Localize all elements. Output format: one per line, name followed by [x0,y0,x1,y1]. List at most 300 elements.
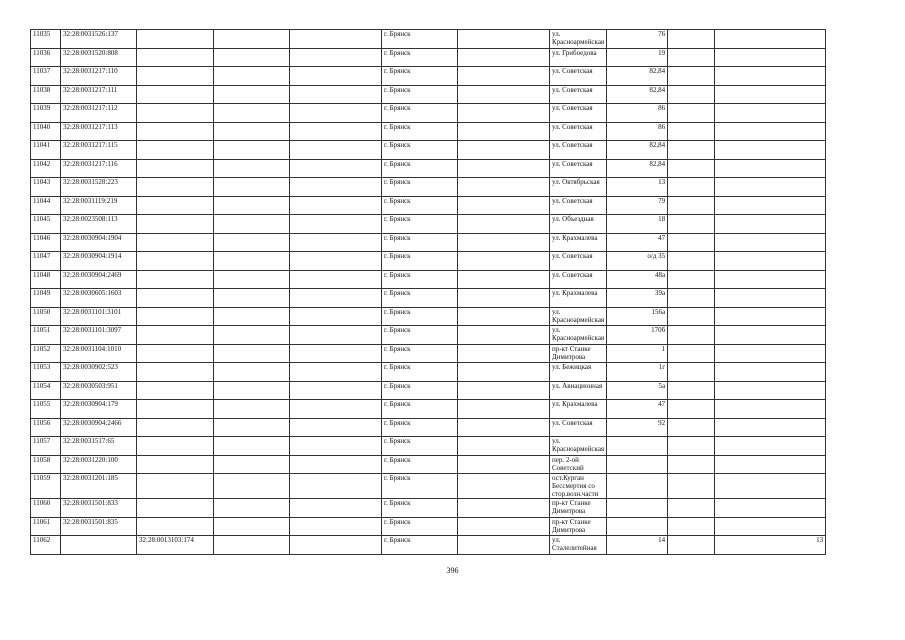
cell-city: г. Брянск [382,344,458,363]
cell-number: 11061 [31,517,61,536]
cell-empty [668,307,715,326]
cell-cadastral-number [61,536,137,555]
cell-street: пр-кт Станке Димитрова [550,499,607,518]
cell-extra [715,196,826,215]
table-row [31,196,826,215]
cell-empty [214,270,290,289]
cell-empty [668,437,715,456]
cell-cadastral-number: 32:28:0031501:833 [61,499,137,518]
cell-house: 82,84 [607,141,668,160]
cell-empty [458,381,550,400]
cell-street: ост.Курган Бессмертия со стор.возн.части [550,474,607,499]
cell-extra [715,455,826,474]
cell-city: г. Брянск [382,270,458,289]
cell-cadastral-number: 32:28:0031220:100 [61,455,137,474]
cell-empty [458,178,550,197]
cell-empty [458,215,550,234]
cell-city: г. Брянск [382,215,458,234]
cell-empty [290,437,382,456]
cell-cadastral-number: 32:28:0031217:110 [61,67,137,86]
cell-empty [214,326,290,345]
cell-cadastral-number: 32:28:0031501:835 [61,517,137,536]
cell-street: ул. Советская [550,270,607,289]
cell-number: 11052 [31,344,61,363]
cell-number: 11038 [31,85,61,104]
table-body [31,30,826,555]
cell-number: 11035 [31,30,61,49]
cell-empty [290,159,382,178]
cell-cadastral-number: 32:28:0031217:111 [61,85,137,104]
cell-extra [715,215,826,234]
table-row [31,215,826,234]
cell-empty [290,363,382,382]
cell-cadastral-number-2 [137,104,214,123]
cell-empty [214,307,290,326]
cell-empty [290,289,382,308]
cell-number: 11036 [31,48,61,67]
cell-empty [290,67,382,86]
cell-house: 86 [607,122,668,141]
cell-cadastral-number-2 [137,85,214,104]
cell-house: 1г [607,363,668,382]
cell-house [607,517,668,536]
cell-empty [668,67,715,86]
cell-empty [290,85,382,104]
cell-empty [458,517,550,536]
cell-cadastral-number-2 [137,381,214,400]
cell-empty [290,104,382,123]
cell-number: 11054 [31,381,61,400]
cell-cadastral-number-2 [137,474,214,499]
cell-empty [214,48,290,67]
cell-extra [715,141,826,160]
cell-empty [458,85,550,104]
cell-cadastral-number: 32:28:0030503:951 [61,381,137,400]
cell-empty [290,326,382,345]
cell-street: ул. Советская [550,418,607,437]
cell-cadastral-number: 32:28:0030904:2466 [61,418,137,437]
cell-empty [458,252,550,271]
cell-cadastral-number-2 [137,159,214,178]
cell-cadastral-number-2 [137,289,214,308]
cell-street: ул. Красноармейская [550,437,607,456]
cell-extra [715,252,826,271]
cell-city: г. Брянск [382,30,458,49]
cell-cadastral-number-2 [137,122,214,141]
cell-empty [290,48,382,67]
cell-cadastral-number: 32:28:0031217:116 [61,159,137,178]
cell-extra [715,437,826,456]
cell-extra [715,499,826,518]
cell-empty [214,418,290,437]
cell-extra [715,363,826,382]
cell-house: 48а [607,270,668,289]
cell-empty [458,307,550,326]
cell-city: г. Брянск [382,252,458,271]
cell-empty [458,455,550,474]
table-row [31,122,826,141]
table-row [31,30,826,49]
table-row [31,307,826,326]
cell-cadastral-number-2 [137,270,214,289]
cell-city: г. Брянск [382,196,458,215]
cell-city: г. Брянск [382,363,458,382]
cell-house: 1 [607,344,668,363]
cell-empty [290,381,382,400]
cell-cadastral-number: 32:28:0031517:65 [61,437,137,456]
cell-street: ул. Октябрьская [550,178,607,197]
cell-empty [458,474,550,499]
cell-empty [290,178,382,197]
cell-cadastral-number-2 [137,48,214,67]
cell-street: ул. Крахмалева [550,400,607,419]
cell-extra [715,517,826,536]
cell-city: г. Брянск [382,400,458,419]
cell-empty [458,67,550,86]
cell-house: 47 [607,233,668,252]
cell-city: г. Брянск [382,85,458,104]
cell-street: ул. Бежицкая [550,363,607,382]
cell-empty [214,381,290,400]
cell-empty [668,474,715,499]
cell-extra [715,418,826,437]
cell-city: г. Брянск [382,67,458,86]
cell-house: 82,84 [607,85,668,104]
cell-empty [290,517,382,536]
cell-cadastral-number-2 [137,307,214,326]
table-row [31,418,826,437]
cell-house [607,437,668,456]
cell-city: г. Брянск [382,233,458,252]
cell-house: 18 [607,215,668,234]
cell-house: 13 [607,178,668,197]
table-row [31,141,826,160]
cell-extra [715,48,826,67]
cell-empty [668,104,715,123]
cell-number: 11058 [31,455,61,474]
cell-house: 92 [607,418,668,437]
cell-city: г. Брянск [382,178,458,197]
cell-empty [668,48,715,67]
cell-empty [290,307,382,326]
cell-extra [715,270,826,289]
table-row [31,159,826,178]
cell-empty [458,400,550,419]
cell-empty [668,270,715,289]
cell-empty [668,122,715,141]
cell-city: г. Брянск [382,307,458,326]
cell-cadastral-number-2: 32:28:0013103:174 [137,536,214,555]
cell-empty [214,67,290,86]
table-row [31,400,826,419]
cell-empty [458,437,550,456]
cell-cadastral-number: 32:28:0031101:3097 [61,326,137,345]
cell-house: 39а [607,289,668,308]
table-row [31,381,826,400]
cell-empty [458,536,550,555]
cell-street: ул. Красноармейская [550,30,607,49]
cell-empty [290,270,382,289]
cell-empty [668,215,715,234]
cell-house: 14 [607,536,668,555]
cell-city: г. Брянск [382,48,458,67]
cell-empty [214,400,290,419]
cell-cadastral-number: 32:28:0030904:1914 [61,252,137,271]
cell-empty [458,30,550,49]
cell-city: г. Брянск [382,499,458,518]
cell-street: ул. Грибоедова [550,48,607,67]
cell-empty [290,455,382,474]
cell-number: 11047 [31,252,61,271]
cell-empty [290,215,382,234]
cell-empty [214,196,290,215]
cell-street: ул. Советская [550,85,607,104]
cell-empty [668,30,715,49]
cell-empty [668,178,715,197]
registry-table [30,29,826,555]
page-number: 396 [446,566,459,575]
table-row [31,363,826,382]
cell-empty [668,159,715,178]
cell-empty [458,48,550,67]
cell-extra [715,289,826,308]
cell-empty [290,536,382,555]
table-row [31,455,826,474]
cell-cadastral-number: 32:28:0031217:112 [61,104,137,123]
cell-cadastral-number-2 [137,252,214,271]
table-row [31,85,826,104]
cell-empty [214,474,290,499]
cell-street: ул. Объездная [550,215,607,234]
cell-cadastral-number: 32:28:0031201:185 [61,474,137,499]
cell-city: г. Брянск [382,455,458,474]
cell-cadastral-number: 32:28:0031119:219 [61,196,137,215]
cell-cadastral-number-2 [137,400,214,419]
cell-city: г. Брянск [382,159,458,178]
cell-number: 11042 [31,159,61,178]
cell-house: о/д 35 [607,252,668,271]
cell-empty [290,233,382,252]
cell-house: 82,84 [607,159,668,178]
cell-empty [668,196,715,215]
cell-cadastral-number-2 [137,30,214,49]
cell-number: 11060 [31,499,61,518]
cell-house [607,474,668,499]
cell-empty [458,270,550,289]
table-row [31,517,826,536]
cell-extra [715,307,826,326]
cell-empty [214,30,290,49]
cell-street: ул. Красноармейская [550,307,607,326]
cell-empty [458,344,550,363]
cell-empty [214,85,290,104]
cell-empty [290,418,382,437]
cell-empty [668,141,715,160]
cell-empty [458,141,550,160]
cell-city: г. Брянск [382,474,458,499]
cell-house [607,499,668,518]
cell-street: ул. Советская [550,252,607,271]
cell-street: ул. Сталелитейная [550,536,607,555]
cell-empty [290,141,382,160]
cell-extra [715,159,826,178]
cell-house: 82,84 [607,67,668,86]
cell-cadastral-number-2 [137,517,214,536]
table-row [31,474,826,499]
cell-number: 11045 [31,215,61,234]
table-row [31,437,826,456]
cell-empty [214,455,290,474]
cell-cadastral-number: 32:28:0031217:113 [61,122,137,141]
cell-cadastral-number-2 [137,499,214,518]
cell-cadastral-number: 32:28:0031217:115 [61,141,137,160]
table-row [31,289,826,308]
cell-city: г. Брянск [382,289,458,308]
cell-empty [458,104,550,123]
cell-number: 11051 [31,326,61,345]
cell-empty [290,196,382,215]
cell-extra [715,67,826,86]
cell-extra [715,30,826,49]
cell-house: 76 [607,30,668,49]
cell-cadastral-number-2 [137,418,214,437]
cell-city: г. Брянск [382,381,458,400]
cell-empty [214,122,290,141]
cell-street: ул. Авиационная [550,381,607,400]
cell-number: 11057 [31,437,61,456]
cell-cadastral-number-2 [137,67,214,86]
cell-number: 11050 [31,307,61,326]
cell-number: 11049 [31,289,61,308]
cell-number: 11040 [31,122,61,141]
cell-number: 11044 [31,196,61,215]
cell-empty [214,141,290,160]
cell-empty [214,363,290,382]
cell-empty [290,474,382,499]
cell-street: ул. Советская [550,141,607,160]
cell-empty [214,289,290,308]
cell-empty [458,289,550,308]
cell-number: 11043 [31,178,61,197]
cell-house: 170б [607,326,668,345]
cell-extra [715,85,826,104]
table-row [31,67,826,86]
cell-city: г. Брянск [382,326,458,345]
cell-cadastral-number-2 [137,326,214,345]
cell-empty [214,517,290,536]
table-row [31,536,826,555]
cell-extra [715,104,826,123]
cell-cadastral-number: 32:28:0031528:223 [61,178,137,197]
cell-cadastral-number: 32:28:0030904:1904 [61,233,137,252]
cell-house: 86 [607,104,668,123]
cell-empty [214,215,290,234]
cell-empty [290,344,382,363]
cell-street: ул. Советская [550,104,607,123]
cell-empty [458,326,550,345]
cell-extra [715,233,826,252]
cell-extra [715,400,826,419]
cell-empty [290,122,382,141]
cell-empty [458,159,550,178]
cell-cadastral-number: 32:28:0030605:1603 [61,289,137,308]
cell-empty [290,30,382,49]
cell-cadastral-number: 32:28:0023508:113 [61,215,137,234]
cell-street: ул. Красноармейская [550,326,607,345]
cell-street: ул. Советская [550,196,607,215]
cell-empty [668,455,715,474]
cell-empty [668,252,715,271]
cell-empty [214,178,290,197]
table-row [31,48,826,67]
cell-street: пр-кт Станке Димитрова [550,517,607,536]
cell-empty [668,536,715,555]
cell-street: ул. Советская [550,122,607,141]
cell-extra [715,122,826,141]
table-row [31,499,826,518]
cell-extra [715,178,826,197]
cell-house: 156а [607,307,668,326]
cell-number: 11056 [31,418,61,437]
cell-empty [214,159,290,178]
cell-cadastral-number-2 [137,344,214,363]
cell-empty [668,517,715,536]
cell-empty [458,499,550,518]
cell-empty [214,499,290,518]
cell-cadastral-number-2 [137,437,214,456]
cell-empty [458,196,550,215]
cell-number: 11062 [31,536,61,555]
table-row [31,104,826,123]
cell-extra: 13 [715,536,826,555]
cell-empty [290,252,382,271]
cell-house [607,455,668,474]
cell-empty [214,233,290,252]
cell-city: г. Брянск [382,141,458,160]
table-row [31,344,826,363]
cell-empty [458,418,550,437]
cell-empty [668,289,715,308]
cell-street: пер. 2-ой Советский [550,455,607,474]
cell-empty [668,363,715,382]
cell-number: 11048 [31,270,61,289]
cell-empty [668,85,715,104]
cell-extra [715,474,826,499]
table-row [31,233,826,252]
cell-cadastral-number: 32:28:0030902:523 [61,363,137,382]
cell-cadastral-number: 32:28:0031526:137 [61,30,137,49]
cell-city: г. Брянск [382,104,458,123]
cell-number: 11037 [31,67,61,86]
cell-house: 19 [607,48,668,67]
cell-empty [290,400,382,419]
cell-cadastral-number: 32:28:0030904:179 [61,400,137,419]
cell-empty [668,499,715,518]
table-row [31,178,826,197]
cell-cadastral-number: 32:28:0031520:808 [61,48,137,67]
cell-empty [214,536,290,555]
cell-empty [668,233,715,252]
table-row [31,252,826,271]
cell-empty [290,499,382,518]
cell-extra [715,381,826,400]
cell-empty [214,437,290,456]
cell-cadastral-number-2 [137,215,214,234]
cell-number: 11039 [31,104,61,123]
cell-house: 5а [607,381,668,400]
cell-city: г. Брянск [382,437,458,456]
cell-extra [715,326,826,345]
